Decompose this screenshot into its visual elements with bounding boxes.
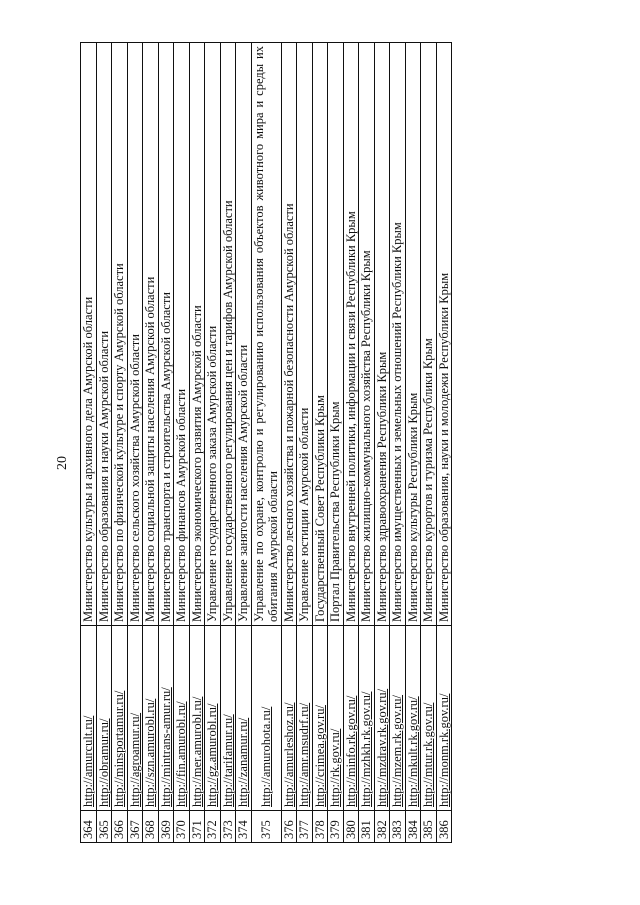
row-agency-name: Министерство социальной защиты населения Амурской области (143, 43, 159, 626)
row-agency-name: Управление по охране, контролю и регулированию использования объектов животного мира и среды их обитания Амурской области (251, 43, 281, 626)
rotated-table-container (80, 43, 580, 843)
row-number: 386 (436, 811, 452, 843)
row-number: 384 (405, 811, 421, 843)
row-agency-name: Министерство образования, науки и молодежи Республики Крым (436, 43, 452, 626)
table-row (436, 43, 452, 843)
page-number: 20 (55, 456, 70, 470)
row-agency-name: Министерство образования и науки Амурской области (96, 43, 112, 626)
table-row (205, 43, 221, 843)
row-number: 365 (96, 811, 112, 843)
row-number: 382 (374, 811, 390, 843)
row-url-link[interactable]: http://crimea.gov.ru/ (312, 626, 328, 811)
row-agency-name: Министерство курортов и туризма Республики Крым (421, 43, 437, 626)
row-url-link[interactable]: http://obramur.ru/ (96, 626, 112, 811)
row-url-link[interactable]: http://minfo.rk.gov.ru/ (343, 626, 359, 811)
row-url-link[interactable]: http://mer.amurobl.ru/ (189, 626, 205, 811)
agencies-table-body (81, 43, 452, 843)
row-number: 367 (127, 811, 143, 843)
row-url-link[interactable]: http://minsportamur.ru/ (112, 626, 128, 811)
table-row (374, 43, 390, 843)
table-row (359, 43, 375, 843)
row-number: 366 (112, 811, 128, 843)
table-row (158, 43, 174, 843)
row-agency-name: Министерство транспорта и строительства Амурской области (158, 43, 174, 626)
row-agency-name: Министерство культуры и архивного дела Амурской области (81, 43, 97, 626)
row-number: 381 (359, 811, 375, 843)
row-number: 374 (236, 811, 252, 843)
table-row (174, 43, 190, 843)
row-url-link[interactable]: http://mzhkh.rk.gov.ru/ (359, 626, 375, 811)
table-row (328, 43, 344, 843)
table-row (127, 43, 143, 843)
row-agency-name: Министерство финансов Амурской области (174, 43, 190, 626)
row-number: 378 (312, 811, 328, 843)
table-row (312, 43, 328, 843)
row-url-link[interactable]: http://amurohota.ru/ (251, 626, 281, 811)
table-row (390, 43, 406, 843)
table-row (343, 43, 359, 843)
row-agency-name: Министерство сельского хозяйства Амурской области (127, 43, 143, 626)
row-agency-name: Министерство по физической культуре и спорту Амурской области (112, 43, 128, 626)
row-url-link[interactable]: http://mintrans-amur.ru/ (158, 626, 174, 811)
row-agency-name: Министерство экономического развития Амурской области (189, 43, 205, 626)
row-url-link[interactable]: http://monm.rk.gov.ru/ (436, 626, 452, 811)
row-number: 369 (158, 811, 174, 843)
row-number: 380 (343, 811, 359, 843)
row-url-link[interactable]: http://amurleshoz.ru/ (281, 626, 297, 811)
table-row (96, 43, 112, 843)
row-url-link[interactable]: http://tarifamur.ru/ (220, 626, 236, 811)
row-url-link[interactable]: http://agroamur.ru/ (127, 626, 143, 811)
row-url-link[interactable]: http://mkult.rk.gov.ru/ (405, 626, 421, 811)
row-number: 376 (281, 811, 297, 843)
row-agency-name: Управление занятости населения Амурской области (236, 43, 252, 626)
row-agency-name: Управление государственного регулирования цен и тарифов Амурской области (220, 43, 236, 626)
row-agency-name: Министерство лесного хозяйства и пожарной безопасности Амурской области (281, 43, 297, 626)
table-row (297, 43, 313, 843)
row-agency-name: Государственный Совет Республики Крым (312, 43, 328, 626)
row-url-link[interactable]: http://amurcult.ru/ (81, 626, 97, 811)
table-row (281, 43, 297, 843)
row-number: 379 (328, 811, 344, 843)
row-url-link[interactable]: http://zanamur.ru/ (236, 626, 252, 811)
row-url-link[interactable]: http://szn.amurobl.ru/ (143, 626, 159, 811)
row-number: 375 (251, 811, 281, 843)
table-row (143, 43, 159, 843)
row-number: 372 (205, 811, 221, 843)
agencies-table (80, 42, 452, 843)
row-number: 377 (297, 811, 313, 843)
row-url-link[interactable]: http://mzdrav.rk.gov.ru/ (374, 626, 390, 811)
row-url-link[interactable]: http://fin.amurobl.ru/ (174, 626, 190, 811)
row-agency-name: Министерство внутренней политики, информации и связи Республики Крым (343, 43, 359, 626)
row-number: 371 (189, 811, 205, 843)
row-agency-name: Министерство имущественных и земельных отношений Республики Крым (390, 43, 406, 626)
row-number: 370 (174, 811, 190, 843)
row-number: 364 (81, 811, 97, 843)
row-url-link[interactable]: http://mzem.rk.gov.ru/ (390, 626, 406, 811)
row-number: 385 (421, 811, 437, 843)
row-agency-name: Портал Правительства Республики Крым (328, 43, 344, 626)
table-row (236, 43, 252, 843)
table-row (81, 43, 97, 843)
row-agency-name: Министерство культуры Республики Крым (405, 43, 421, 626)
row-number: 373 (220, 811, 236, 843)
table-row (405, 43, 421, 843)
row-url-link[interactable]: http://gz.amurobl.ru/ (205, 626, 221, 811)
row-agency-name: Управление юстиции Амурской области (297, 43, 313, 626)
table-row (189, 43, 205, 843)
row-url-link[interactable]: http://rk.gov.ru/ (328, 626, 344, 811)
row-agency-name: Министерство здравоохранения Республики Крым (374, 43, 390, 626)
row-agency-name: Министерство жилищно-коммунального хозяйства Республики Крым (359, 43, 375, 626)
row-number: 368 (143, 811, 159, 843)
row-number: 383 (390, 811, 406, 843)
table-row (421, 43, 437, 843)
row-url-link[interactable]: http://amr.msudrf.ru/ (297, 626, 313, 811)
row-agency-name: Управление государственного заказа Амурской области (205, 43, 221, 626)
row-url-link[interactable]: http://mtur.rk.gov.ru/ (421, 626, 437, 811)
table-row (112, 43, 128, 843)
table-row (251, 43, 281, 843)
table-row (220, 43, 236, 843)
